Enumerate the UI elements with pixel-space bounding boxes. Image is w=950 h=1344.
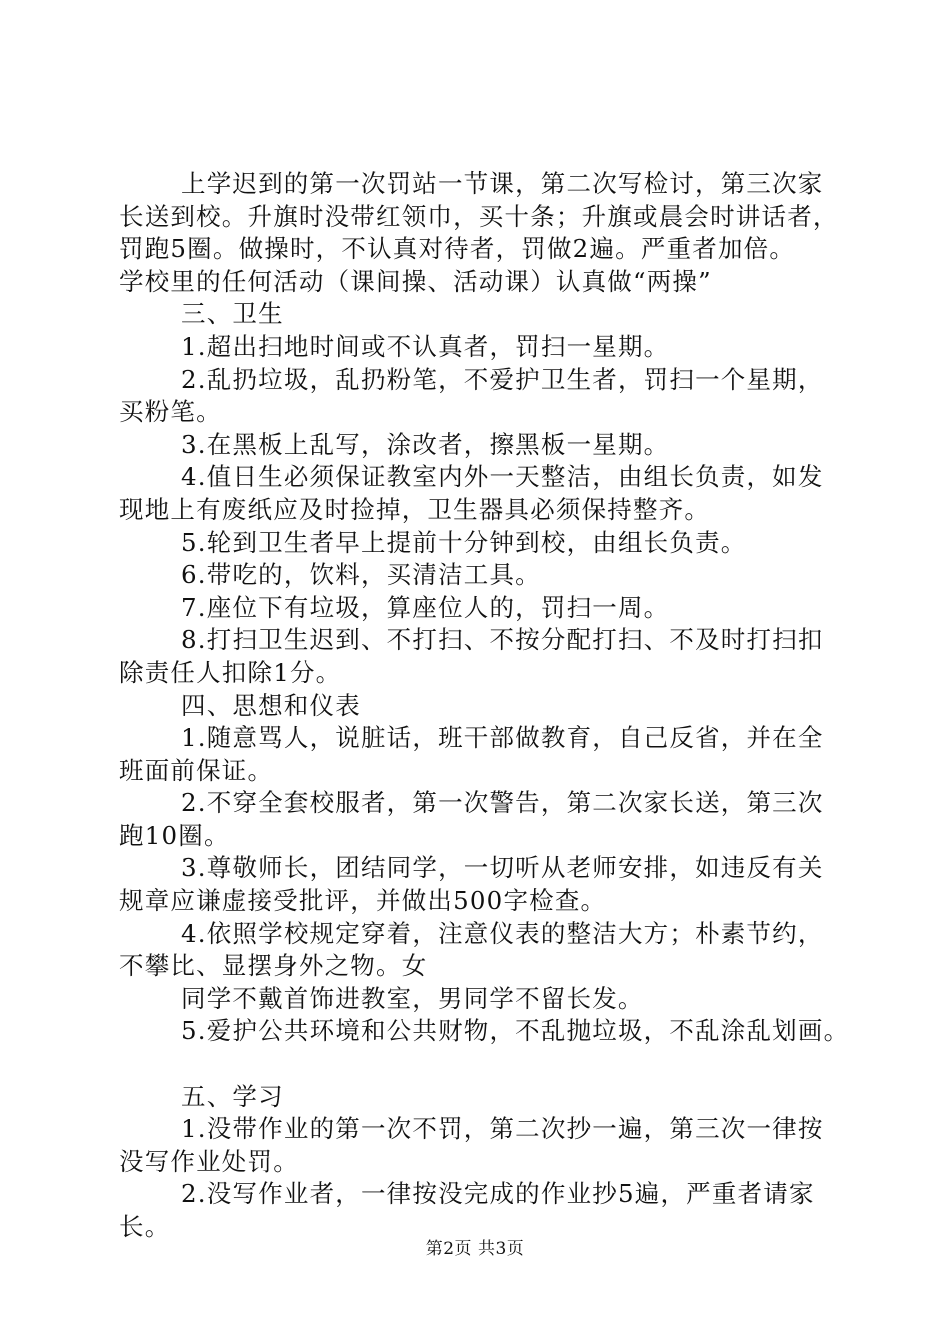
- text-line: 1.超出扫地时间或不认真者，罚扫一星期。: [181, 331, 670, 361]
- text-line: 7.座位下有垃圾，算座位人的，罚扫一周。: [181, 592, 670, 622]
- text-line: 四、思想和仪表: [181, 690, 361, 720]
- text-line: 5.轮到卫生者早上提前十分钟到校，由组长负责。: [181, 527, 747, 557]
- text-line: 8.打扫卫生迟到、不打扫、不按分配打扫、不及时打扫扣: [181, 625, 824, 655]
- text-line: 罚跑5圈。做操时，不认真对待者，罚做2遍。严重者加倍。: [119, 234, 796, 264]
- text-line: 长送到校。升旗时没带红领巾，买十条；升旗或晨会时讲话者，: [119, 201, 839, 231]
- text-line: 4.值日生必须保证教室内外一天整洁，由组长负责，如发: [181, 462, 824, 492]
- text-line: 除责任人扣除1分。: [119, 657, 342, 687]
- text-line: 规章应谦虚接受批评，并做出500字检查。: [119, 886, 607, 916]
- text-line: 学校里的任何活动（课间操、活动课）认真做“两操”: [119, 266, 712, 296]
- text-line: 6.带吃的，饮料，买清洁工具。: [181, 560, 541, 590]
- document-body: [119, 168, 850, 1244]
- text-line: 买粉笔。: [119, 397, 222, 427]
- text-line: 现地上有废纸应及时捡掉，卫生器具必须保持整齐。: [119, 494, 711, 524]
- text-line: 同学不戴首饰进教室，男同学不留长发。: [181, 983, 644, 1013]
- blank-line: [119, 1048, 839, 1081]
- text-line: 1.随意骂人，说脏话，班干部做教育，自己反省，并在全: [181, 723, 824, 753]
- text-line: 3.尊敬师长，团结同学，一切听从老师安排，如违反有关: [181, 853, 824, 883]
- text-line: 班面前保证。: [119, 755, 274, 785]
- text-line: 2.乱扔垃圾，乱扔粉笔，不爱护卫生者，罚扫一个星期，: [181, 364, 824, 394]
- text-line: 2.不穿全套校服者，第一次警告，第二次家长送，第三次: [181, 788, 824, 818]
- text-line: 上学迟到的第一次罚站一节课，第二次写检讨，第三次家: [181, 169, 824, 198]
- text-line: 3.在黑板上乱写，涂改者，擦黑板一星期。: [181, 429, 670, 459]
- text-line: 4.依照学校规定穿着，注意仪表的整洁大方；朴素节约，: [181, 918, 824, 948]
- text-line: 不攀比、显摆身外之物。女: [119, 951, 428, 981]
- page-footer: 第2页 共3页: [425, 1239, 525, 1259]
- text-line: 长。: [119, 1212, 171, 1241]
- text-line: 没写作业处罚。: [119, 1146, 299, 1176]
- text-line: 三、卫生: [181, 299, 284, 329]
- text-line: 1.没带作业的第一次不罚，第二次抄一遍，第三次一律按: [181, 1114, 824, 1144]
- text-line: 2.没写作业者，一律按没完成的作业抄5遍，严重者请家: [181, 1179, 815, 1209]
- text-line: 跑10圈。: [119, 820, 230, 850]
- text-line: 5.爱护公共环境和公共财物，不乱抛垃圾，不乱涂乱划画。: [181, 1016, 850, 1046]
- text-line: 五、学习: [181, 1081, 284, 1111]
